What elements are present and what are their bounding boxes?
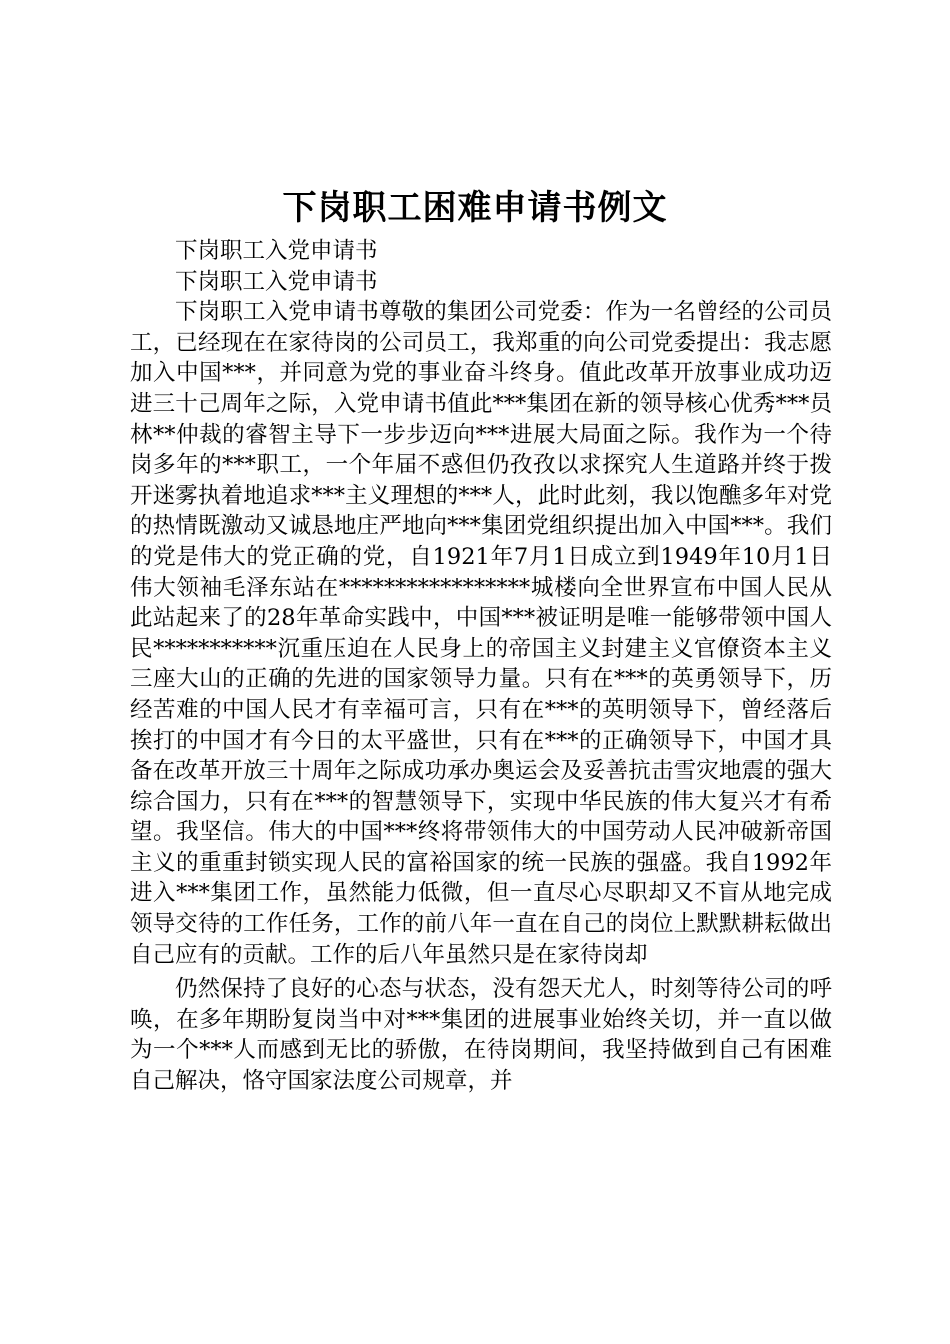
body-paragraph: 仍然保持了良好的心态与状态，没有怨天尤人，时刻等待公司的呼唤，在多年期盼复岗当中对***集团的进展事业始终关切，并一直以做为一个***人而感到无比的骄傲，在待岗期间，我坚持做到自己有困难自己解决，恪守国家法度公司规章，并	[130, 976, 832, 1095]
document-body	[130, 236, 832, 1097]
document-title: 下岗职工困难申请书例文	[282, 188, 668, 228]
body-paragraph: 下岗职工入党申请书	[175, 268, 378, 295]
body-paragraph: 下岗职工入党申请书尊敬的集团公司党委：作为一名曾经的公司员工，已经现在在家待岗的公司员工，我郑重的向公司党委提出：我志愿加入中国***，并同意为党的事业奋斗终身。值此改革开放事业成功迈进三十己周年之际，入党申请书值此***集团在新的领导核心优秀***员林**仲裁的睿智主导下一步步迈向***进展大局面之际。我作为一个待岗多年的***职工，一个年届不惑但仍孜孜以求探究人生道路并终于拨开迷雾执着地追求***主义理想的***人，此时此刻，我以饱醮多年对党的热情既激动又诚恳地庄严地向***集团党组织提出加入中国***。我们的党是伟大的党正确的党，自1921年7月1日成立到1949年10月1日伟大领袖毛泽东站在*****************城楼向全世界宣布中国人民从此站起来了的28年革命实践中，中国***被证明是唯一能够带领中国人民***********沉重压迫在人民身上的帝国主义封建主义官僚资本主义三座大山的正确的先进的国家领导力量。只有在***的英勇领导下，历经苦难的中国人民才有幸福可言，只有在***的英明领导下，曾经落后挨打的中国才有今日的太平盛世，只有在***的正确领导下，中国才具备在改革开放三十周年之际成功承办奥运会及妥善抗击雪灾地震的强大综合国力，只有在***的智慧领导下，实现中华民族的伟大复兴才有希望。我坚信。伟大的中国***终将带领伟大的中国劳动人民冲破新帝国主义的重重封锁实现人民的富裕国家的统一民族的强盛。我自1992年进入***集团工作，虽然能力低微，但一直尽心尽职却又不盲从地完成领导交待的工作任务，工作的前八年一直在自己的岗位上默默耕耘做出自己应有的贡献。工作的后八年虽然只是在家待岗却	[130, 299, 832, 968]
body-paragraph: 下岗职工入党申请书	[175, 238, 378, 264]
